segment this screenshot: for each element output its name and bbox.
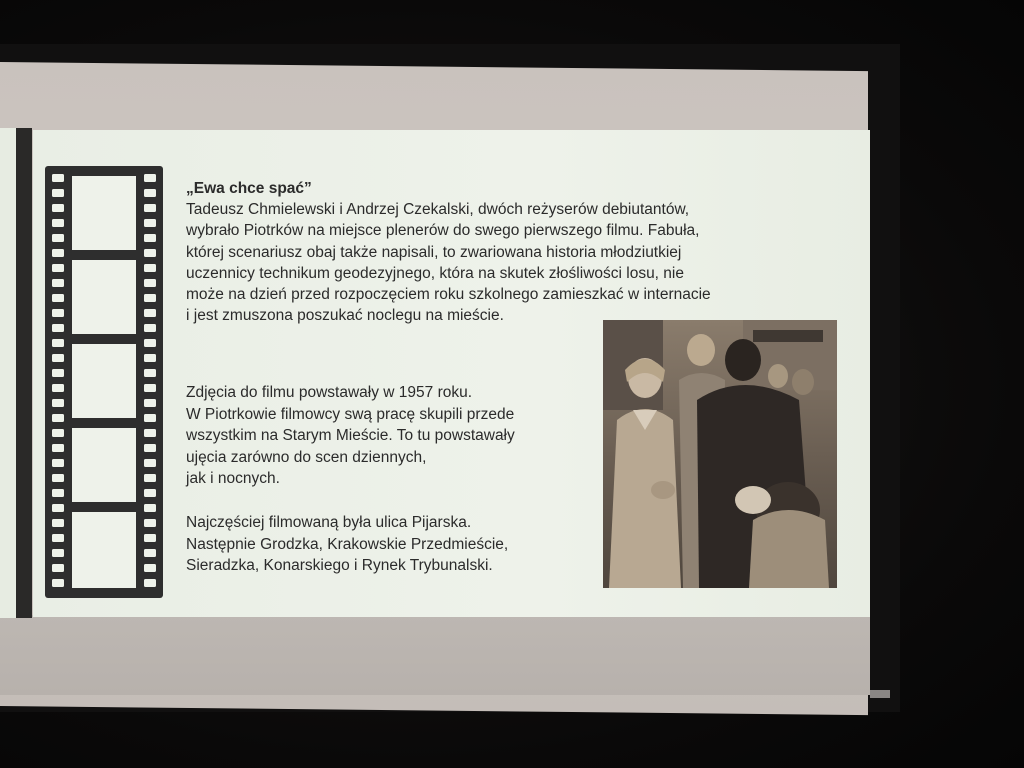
film-perforation [52, 354, 64, 362]
film-title: „Ewa chce spać” [186, 180, 312, 197]
intro-line: i jest zmuszona poszukać noclegu na mieście. [186, 307, 504, 325]
film-perforation [144, 384, 156, 392]
film-perforation [144, 504, 156, 512]
film-perforation [144, 399, 156, 407]
film-strip-graphic [45, 166, 163, 598]
film-perforation [144, 354, 156, 362]
intro-line: której scenariusz obaj także napisali, to zwariowana historia młodziutkiej [186, 243, 682, 261]
film-perforation [52, 384, 64, 392]
previous-slide-edge [0, 128, 16, 618]
intro-line: może na dzień przed rozpoczęciem roku szkolnego zamieszkać w internacie [186, 286, 711, 304]
film-perforation [52, 519, 64, 527]
film-perforation [52, 504, 64, 512]
film-perforation [144, 369, 156, 377]
film-perforation [144, 309, 156, 317]
film-perforation [144, 324, 156, 332]
film-perforation [144, 444, 156, 452]
filming-line: Zdjęcia do filmu powstawały w 1957 roku. [186, 384, 473, 401]
intro-paragraph [186, 178, 826, 326]
film-perforation [52, 264, 64, 272]
film-perforation [52, 444, 64, 452]
film-perforation [52, 459, 64, 467]
film-perforation [52, 234, 64, 242]
intro-line: uczennicy technikum geodezyjnego, która na skutek złośliwości losu, nie [186, 264, 684, 282]
streets-paragraph [186, 512, 606, 577]
streets-line: Najczęściej filmowaną była ulica Pijarska. [186, 514, 472, 531]
filming-line: wszystkim na Starym Mieście. To tu powstawały [186, 427, 515, 444]
film-perforation [144, 564, 156, 572]
screen-label-sticker [870, 690, 890, 698]
film-perforation [52, 219, 64, 227]
film-perforation [52, 474, 64, 482]
film-perforation [144, 579, 156, 587]
film-perforation [52, 249, 64, 257]
film-perforation [52, 429, 64, 437]
film-perforation [144, 204, 156, 212]
streets-line: Następnie Grodzka, Krakowskie Przedmieście, [186, 535, 509, 553]
slide-gap [16, 128, 32, 618]
film-perforation [52, 189, 64, 197]
film-perforation [52, 414, 64, 422]
film-perforation [144, 519, 156, 527]
film-perforation [52, 294, 64, 302]
film-perforation [52, 489, 64, 497]
film-perforation [52, 369, 64, 377]
film-perforation [144, 549, 156, 557]
film-perforation [52, 204, 64, 212]
projection-screen-lower-area [0, 615, 870, 695]
film-perforation [144, 474, 156, 482]
streets-line: Sieradzka, Konarskiego i Rynek Trybunalski. [186, 557, 493, 574]
intro-line: Tadeusz Chmielewski i Andrzej Czekalski, dwóch reżyserów debiutantów, [186, 201, 690, 219]
film-perforation [144, 219, 156, 227]
film-perforation [144, 534, 156, 542]
filming-line: jak i nocnych. [186, 470, 280, 487]
film-perforation [52, 174, 64, 182]
intro-line: wybrało Piotrków na miejsce plenerów do swego pierwszego filmu. Fabuła, [186, 222, 700, 240]
film-perforation [144, 189, 156, 197]
film-perforation [52, 564, 64, 572]
film-perforation [144, 174, 156, 182]
film-perforation [144, 339, 156, 347]
film-perforation [144, 249, 156, 257]
filming-line: ujęcia zarówno do scen dziennych, [186, 448, 427, 466]
filming-paragraph [186, 382, 606, 490]
film-perforation [52, 534, 64, 542]
film-perforation [144, 414, 156, 422]
filming-line: W Piotrkowie filmowcy swą pracę skupili przede [186, 405, 515, 423]
film-perforation [52, 324, 64, 332]
film-perforation [52, 549, 64, 557]
film-perforation [144, 264, 156, 272]
film-strip-icon [45, 166, 163, 598]
slide [33, 130, 870, 617]
film-perforation [52, 579, 64, 587]
film-perforation [52, 279, 64, 287]
film-perforation [144, 489, 156, 497]
film-perforation [52, 339, 64, 347]
film-perforation [52, 399, 64, 407]
film-perforation [52, 309, 64, 317]
film-perforation [144, 294, 156, 302]
sepia-crowd-photo [603, 320, 837, 588]
film-perforation [144, 279, 156, 287]
film-perforation [144, 234, 156, 242]
film-perforation [144, 429, 156, 437]
film-perforation [144, 459, 156, 467]
